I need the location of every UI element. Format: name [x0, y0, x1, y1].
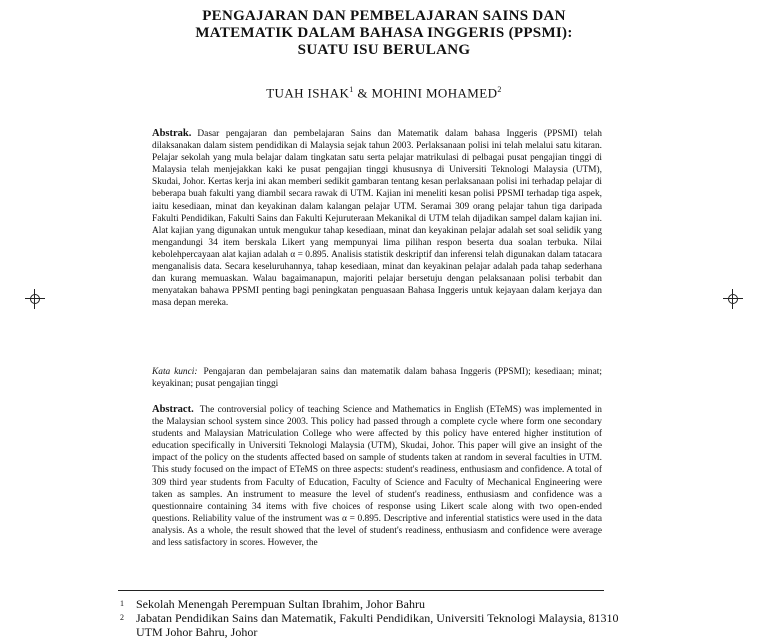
footnote-text: UTM Johor Bahru, Johor — [136, 625, 258, 639]
footnote-2 — [120, 611, 680, 625]
author-2: MOHINI MOHAMED — [371, 85, 498, 101]
author-separator: & — [357, 85, 368, 101]
title-line-1: PENGAJARAN DAN PEMBELAJARAN SAINS DAN — [202, 8, 566, 24]
paper-title — [0, 8, 768, 59]
registration-mark-right-icon — [726, 292, 740, 306]
author-2-sup: 2 — [497, 85, 502, 94]
abstract-label: Abstract. — [152, 404, 194, 415]
abstrak-label: Abstrak. — [152, 128, 192, 139]
title-line-2: MATEMATIK DALAM BAHASA INGGERIS (PPSMI): — [195, 25, 573, 41]
keywords-label: Kata kunci: — [152, 367, 198, 377]
title-line-3: SUATU ISU BERULANG — [297, 42, 471, 58]
footnote-1 — [120, 597, 680, 611]
keywords-text: Pengajaran dan pembelajaran sains dan matematik dalam bahasa Inggeris (PPSMI); kesediaan; minat; keyakinan; pusat pengajian tinggi — [152, 367, 602, 390]
footnote-2-continued — [120, 625, 680, 639]
keywords-paragraph — [152, 366, 602, 390]
footnote-divider — [118, 590, 604, 591]
abstract-paragraph — [152, 404, 602, 549]
footnote-text: Jabatan Pendidikan Sains dan Matematik, Fakulti Pendidikan, Universiti Teknologi Malaysia, 81310 — [136, 611, 619, 625]
author-1-sup: 1 — [349, 85, 354, 94]
author-1: TUAH ISHAK — [266, 85, 350, 101]
author-line — [0, 85, 768, 101]
abstrak-text: Dasar pengajaran dan pembelajaran Sains dan Matematik dalam bahasa Inggeris (PPSMI) telah dilaksanakan dalam sistem pendidikan di Malaysia sejak tahun 2003. Perlaksanaan polisi ini telah melalui satu kitaran. Pelajar sekolah yang mula belajar dalam tingkatan satu serta pelajar matrikulasi di pelbagai pusat pengajian tinggi di Malaysia telah menjejakkan kaki ke pusat pengajian tinggi khususnya di Universiti Teknologi Malaysia (UTM), Skudai, Johor. Kertas kerja ini akan memberi sedikit gambaran tentang kesan perlaksanaan polisi ini terhadap pelajar di beberapa buah fakulti yang diambil secara rawak di UTM. Kajian ini meneliti kesan polisi PPSMI terhadap tiga aspek, iaitu kesediaan, minat dan keyakinan dalam kalangan pelajar UTM. Seramai 309 orang pelajar tahun tiga daripada Fakulti Pendidikan, Fakulti Sains dan Fakulti Kejuruteraan Mekanikal di UTM telah dijadikan sampel dalam kajian ini. Alat kajian yang digunakan untuk mengukur tahap kesediaan, minat dan keyakinan pelajar adalah set soal selidik yang mengandungi 34 item berskala Likert yang mempunyai lima pilihan respon beserta dua soalan terbuka. Nilai kebolehpercayaan alat kajian adalah α = 0.895. Analisis statistik deskriptif dan inferensi telah digunakan dalam tatacara menganalisis data. Secara keseluruhannya, tahap kesediaan, minat dan keyakinan pelajar adalah pada tahap sederhana dan kurang memuaskan. Walau bagaimanapun, majoriti pelajar bersetuju dengan pelaksanaan polisi terbabit dan menyatakan bahawa PPSMI penting bagi peningkatan penguasaan Bahasa Inggeris untuk kejayaan dalam kerjaya dan masa depan mereka. — [152, 129, 602, 309]
abstrak-paragraph — [152, 128, 602, 309]
footnote-number: 2 — [120, 613, 124, 622]
registration-mark-left-icon — [28, 292, 42, 306]
abstract-text: The controversial policy of teaching Science and Mathematics in English (ETeMS) was implemented in the Malaysian school system since 2003. This policy had passed through a complete cycle where form one secondary students and Malaysian Matriculation College who were affected by this policy have entered higher institution of education specifically in Universiti Teknologi Malaysia (UTM), Skudai, Johor. This paper will give an insight of the impact of the policy on the students affected based on sample of students taken at random in several faculties in UTM. This study focused on the impact of ETeMS on three aspects: student's readiness, enthusiasm and confidence. A total of 309 third year students from Faculty of Education, Faculty of Science and Faculty of Mechanical Engineering were taken as samples. An instrument to measure the level of student's readiness, enthusiasm and confidence was a questionnaire containing 34 items with five choices of response using Likert scale along with two open-ended questions. Reliability value of the instrument was α = 0.895. Descriptive and inferential statistics were used in the data analysis. As a whole, the result showed that the level of student's readiness, enthusiasm and confidence were average and less satisfactory in scores. However, the — [152, 405, 602, 549]
footnote-text: Sekolah Menengah Perempuan Sultan Ibrahim, Johor Bahru — [136, 597, 425, 611]
footnote-number: 1 — [120, 599, 124, 608]
